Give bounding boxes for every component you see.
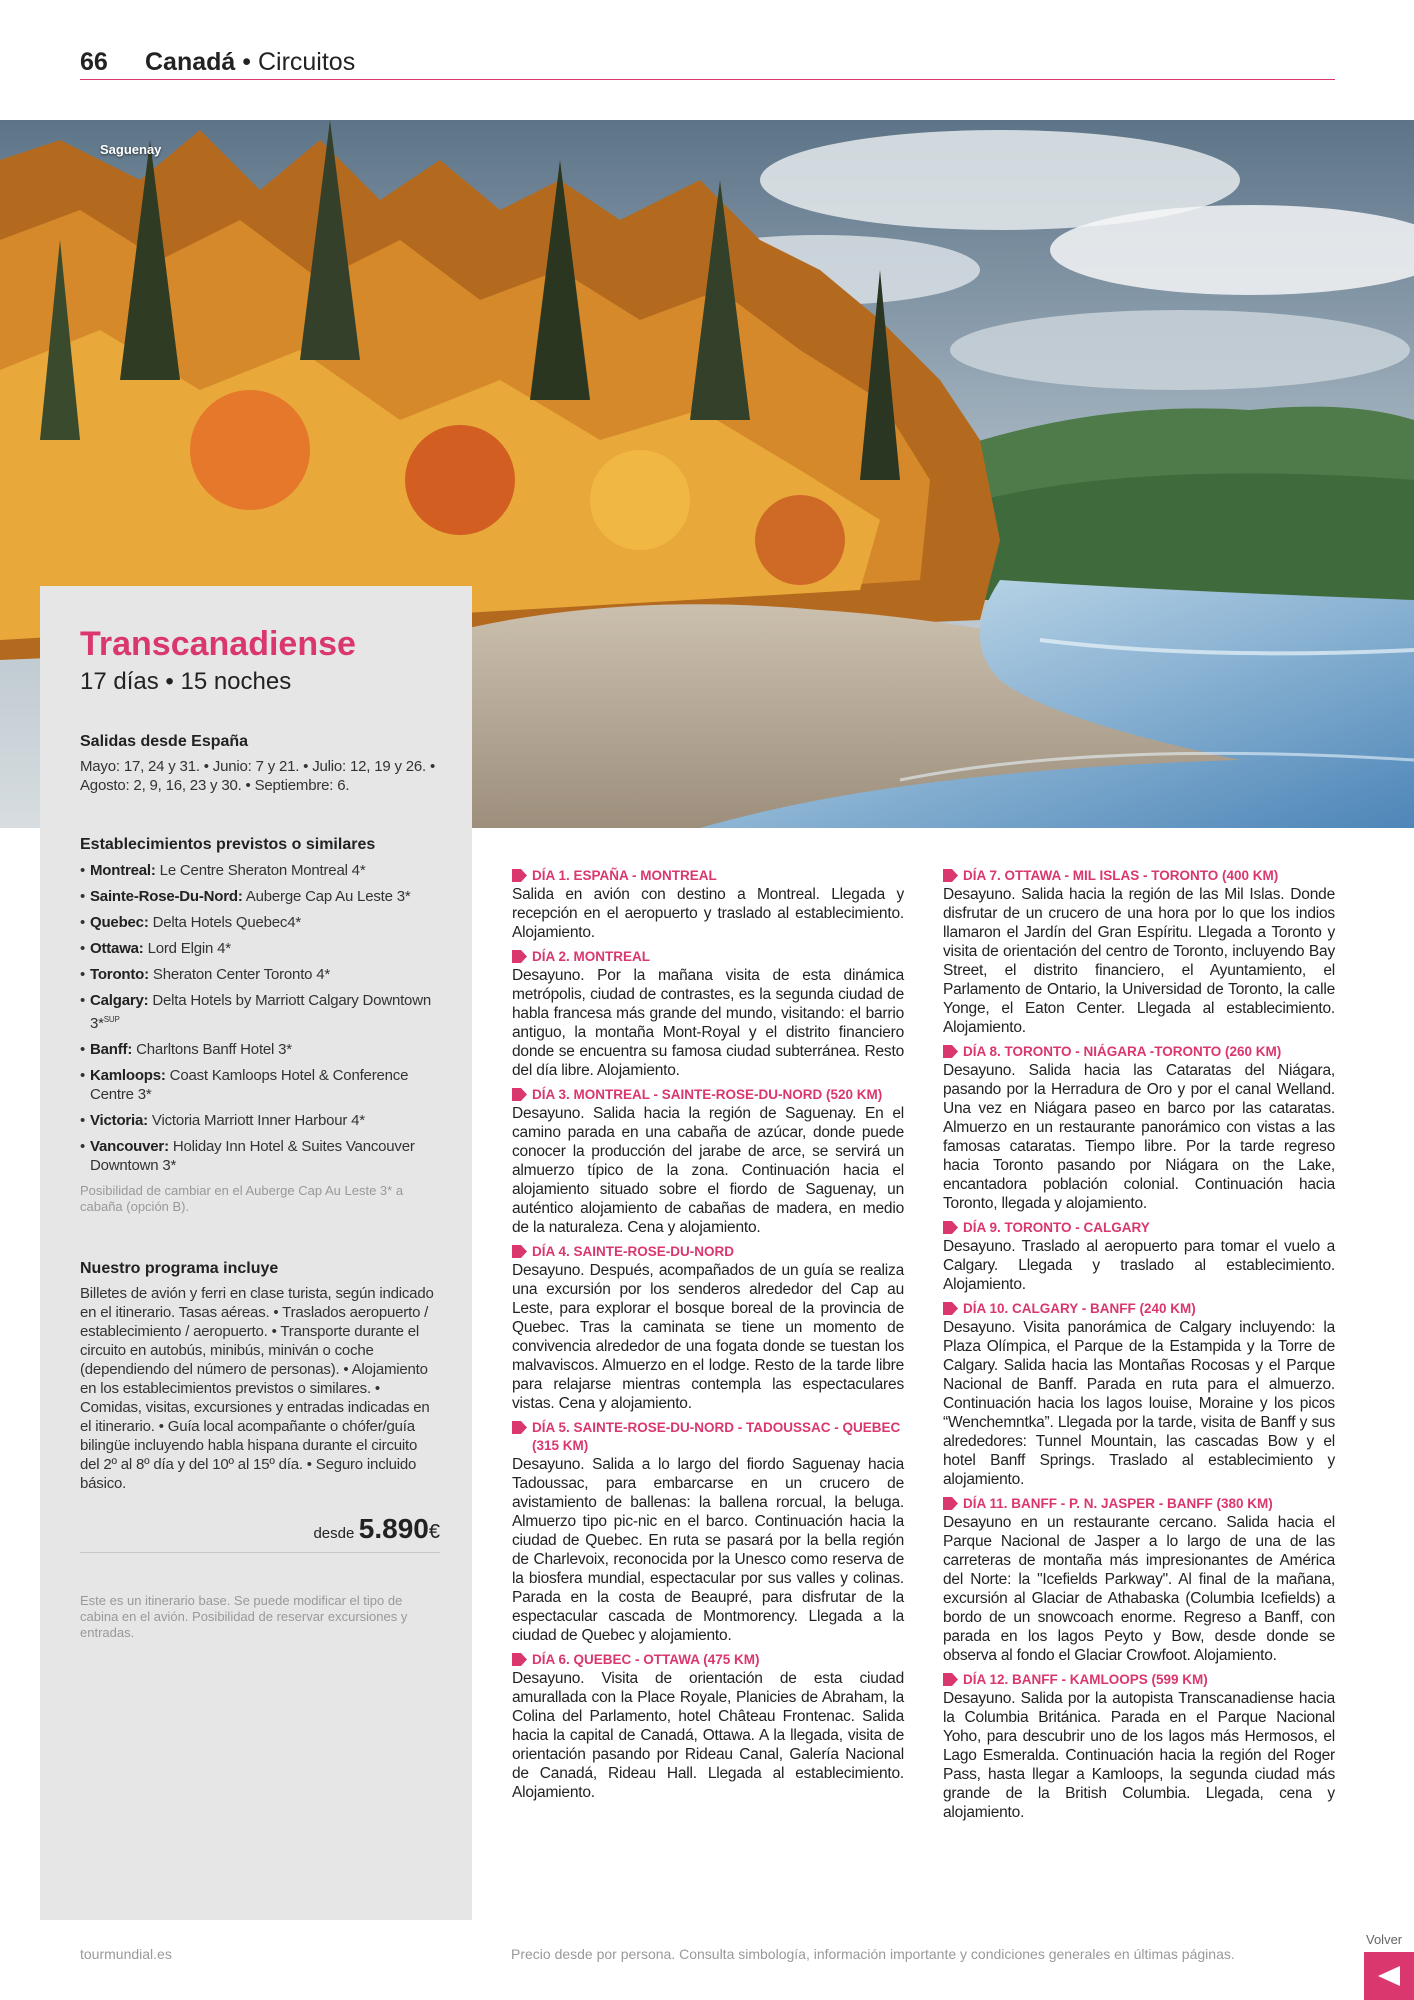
price-prefix: desde	[313, 1525, 355, 1542]
day-entry	[943, 867, 1335, 1037]
day-title: DÍA 9. TORONTO - CALGARY	[963, 1220, 1150, 1235]
hotels-note: Posibilidad de cambiar en el Auberge Cap Au Leste 3* a cabaña (opción B).	[80, 1183, 404, 1214]
back-label[interactable]: Volver	[1366, 1932, 1403, 1947]
hotel-city: Vancouver:	[90, 1138, 169, 1155]
hotel-city: Quebec:	[90, 914, 149, 931]
day-heading	[943, 1219, 1335, 1237]
section-name: Canadá	[145, 48, 236, 76]
hotel-city: Sainte-Rose-Du-Nord:	[90, 888, 243, 905]
itinerary-column-1	[512, 867, 904, 1808]
hotel-item	[80, 991, 440, 1033]
hotels-heading: Establecimientos previstos o similares	[80, 836, 376, 853]
day-heading	[512, 867, 904, 885]
day-heading	[512, 1419, 904, 1455]
day-text: Desayuno. Por la mañana visita de esta dinámica metrópolis, ciudad de contrastes, es la segunda ciudad de habla francesa más grande del mundo, visitando: el barrio antiguo, la montaña Mont-Royal y el distrito financiero donde se encuentra su famosa ciudad subterránea. Resto del día libre. Alojamiento.	[512, 967, 904, 1079]
price-currency: €	[428, 1521, 440, 1543]
hotel-city: Toronto:	[90, 966, 149, 983]
arrow-bullet-icon	[512, 950, 527, 963]
sidebar-content	[80, 624, 440, 1641]
base-itinerary-note: Este es un itinerario base. Se puede modificar el tipo de cabina en el avión. Posibilidad de reservar excursiones y entradas.	[80, 1593, 408, 1640]
day-entry	[943, 1043, 1335, 1213]
arrow-bullet-icon	[943, 1302, 958, 1315]
day-title: DÍA 12. BANFF - KAMLOOPS (599 KM)	[963, 1672, 1208, 1687]
arrow-bullet-icon	[943, 1221, 958, 1234]
page-number: 66	[80, 48, 108, 76]
program-heading: Nuestro programa incluye	[80, 1260, 279, 1277]
hotel-name: Sheraton Center Toronto 4*	[148, 966, 331, 983]
day-heading	[943, 1300, 1335, 1318]
arrow-bullet-icon	[512, 1421, 527, 1434]
day-heading	[512, 1243, 904, 1261]
hotel-city: Kamloops:	[90, 1067, 166, 1084]
arrow-bullet-icon	[512, 1088, 527, 1101]
hotel-name: Charltons Banff Hotel 3*	[132, 1041, 292, 1058]
day-title: DÍA 10. CALGARY - BANFF (240 KM)	[963, 1301, 1196, 1316]
hotel-name: Delta Hotels Quebec4*	[148, 914, 301, 931]
arrow-bullet-icon	[512, 1653, 527, 1666]
hotel-item	[80, 1137, 440, 1175]
page-header	[80, 46, 1335, 80]
day-entry	[512, 1419, 904, 1645]
day-text: Desayuno. Salida hacia la región de Saguenay. En el camino parada en una cabaña de azúcar, donde puede conocer la producción del jarabe de arce, se servirá un almuerzo típico de la zona. Continuación hacia el alojamiento situado sobre el fiordo de Saguenay, un auténtico alojamiento de cabañas de madera, en medio de la naturaleza. Cena y alojamiento.	[512, 1105, 904, 1236]
day-title: DÍA 7. OTTAWA - MIL ISLAS - TORONTO (400 KM)	[963, 868, 1279, 883]
day-text: Desayuno. Salida hacia la región de las Mil Islas. Donde disfrutar de un crucero de una hora por lo que los indios llamaron el Jardín del Gran Espíritu. Llegada a Toronto y visita de orientación del centro de Toronto, incluyendo Bay Street, el distrito financiero, el Ayuntamiento, el Parlamento de Ontario, la Universidad de Toronto, la calle Yonge, el Eaton Center. Llegada al establecimiento. Alojamiento.	[943, 886, 1335, 1036]
hotel-name: Auberge Cap Au Leste 3*	[242, 888, 411, 905]
day-title: DÍA 2. MONTREAL	[532, 949, 650, 964]
day-entry	[943, 1300, 1335, 1489]
hotel-city: Banff:	[90, 1041, 133, 1058]
tour-duration: 17 días • 15 noches	[80, 668, 292, 695]
hotel-item	[80, 1040, 440, 1059]
day-heading	[943, 1495, 1335, 1513]
day-entry	[512, 1651, 904, 1802]
arrow-bullet-icon	[512, 869, 527, 882]
hotel-item	[80, 939, 440, 958]
hotel-city: Ottawa:	[90, 940, 144, 957]
subsection-name: Circuitos	[257, 48, 356, 76]
day-text: Salida en avión con destino a Montreal. Llegada y recepción en el aeropuerto y traslado al establecimiento. Alojamiento.	[512, 886, 904, 941]
day-heading	[512, 948, 904, 966]
day-title: DÍA 4. SAINTE-ROSE-DU-NORD	[532, 1244, 735, 1259]
program-text: Billetes de avión y ferri en clase turista, según indicado en el itinerario. Tasas aéreas. • Traslados aeropuerto / establecimiento / aeropuerto. • Transporte durante el circuito en autobús, minibús, miniván o coche (dependiendo del número de personas). • Alojamiento en los establecimientos previstos o similares. • Comidas, visitas, excursiones y entradas indicadas en el itinerario. • Guía local acompañante o chófer/guía bilingüe incluyendo habla hispana durante el circuito del 2º al 8º día y del 10º al 15º día. • Seguro incluido básico.	[80, 1285, 434, 1492]
departures-text: Mayo: 17, 24 y 31. • Junio: 7 y 21. • Julio: 12, 19 y 26. • Agosto: 2, 9, 16, 23 y 30. • Septiembre: 6.	[80, 758, 435, 794]
day-heading	[943, 1043, 1335, 1061]
arrow-bullet-icon	[943, 1497, 958, 1510]
day-text: Desayuno. Después, acompañados de un guía se realiza una excursión por los senderos alrededor del Cap au Leste, para explorar el bosque boreal de la provincia de Quebec. Tras la caminata se tiene un momento de convivencia alrededor de una fogata donde se tuestan los malvaviscos. Almuerzo en el lodge. Resto de la tarde libre para relajarse mientras contempla las espectaculares vistas. Cena y alojamiento.	[512, 1262, 904, 1412]
day-title: DÍA 3. MONTREAL - SAINTE-ROSE-DU-NORD (520 KM)	[532, 1087, 883, 1102]
day-text: Desayuno. Visita panorámica de Calgary incluyendo: la Plaza Olímpica, el Parque de la Estampida y la Torre de Calgary. Salida hacia las Montañas Rocosas y el Parque Nacional de Banff. Parada en ruta para el almuerzo. Continuación hacia los lagos louise, Moraine y los picos “Wenchemntka”. Llegada por la tarde, visita de Banff y sus alrededores: Tunnel Mountain, las cascadas Bow y el hotel Banff Springs. Traslado al establecimiento y alojamiento.	[943, 1319, 1335, 1488]
day-entry	[943, 1495, 1335, 1665]
day-title: DÍA 1. ESPAÑA - MONTREAL	[532, 868, 717, 883]
day-entry	[512, 948, 904, 1080]
hotel-city: Montreal:	[90, 862, 156, 879]
day-entry	[512, 867, 904, 942]
arrow-bullet-icon	[943, 1673, 958, 1686]
page-section-title	[145, 48, 355, 77]
hotel-city: Victoria:	[90, 1112, 148, 1129]
hotel-name: Delta Hotels by Marriott Calgary Downtown 3*	[90, 992, 431, 1032]
day-heading	[512, 1086, 904, 1104]
hotel-name: Le Centre Sheraton Montreal 4*	[155, 862, 366, 879]
tour-title: Transcanadiense	[80, 625, 356, 663]
footer-website[interactable]: tourmundial.es	[80, 1946, 172, 1962]
itinerary-column-2	[943, 867, 1335, 1828]
day-entry	[512, 1086, 904, 1237]
hotel-city: Calgary:	[90, 992, 149, 1009]
arrow-bullet-icon	[943, 1045, 958, 1058]
hotel-name: Lord Elgin 4*	[143, 940, 231, 957]
hotels-list	[80, 861, 440, 1175]
arrow-bullet-icon	[943, 869, 958, 882]
sidebar	[40, 586, 472, 1920]
hotel-category-sup: SUP	[103, 1015, 120, 1024]
day-heading	[943, 1671, 1335, 1689]
hotel-item	[80, 913, 440, 932]
section-separator: •	[235, 48, 258, 76]
arrow-bullet-icon	[512, 1245, 527, 1258]
day-heading	[943, 867, 1335, 885]
day-text: Desayuno. Salida hacia las Cataratas del Niágara, pasando por la Herradura de Oro y por el canal Welland. Una vez en Niágara paseo en barco por las cataratas. Almuerzo en un restaurante panorámico con vistas a las famosas cataratas. Tiempo libre. Por la tarde regreso hacia Toronto pasando por Niágara on the Lake, encantadora población colonial. Continuación hacia Toronto, llegada y alojamiento.	[943, 1062, 1335, 1212]
day-title: DÍA 6. QUEBEC - OTTAWA (475 KM)	[532, 1652, 760, 1667]
departures-heading: Salidas desde España	[80, 733, 249, 750]
price-row	[80, 1513, 440, 1553]
hotel-name: Victoria Marriott Inner Harbour 4*	[147, 1112, 365, 1129]
day-entry	[943, 1671, 1335, 1822]
day-text: Desayuno. Salida a lo largo del fiordo Saguenay hacia Tadoussac, para embarcarse en un crucero de avistamiento de ballenas: la ballena rorcual, la beluga. Almuerzo tipo pic-nic en el barco. Continuación hacia la ciudad de Quebec. En ruta se pasará por la bella región de Charlevoix, reconocida por la Unesco como reserva de la biosfera mundial, espectacular por sus valles y colinas. Parada en la costa de Beaupré, para disfrutar de la espectacular cascada de Montmorency. Llegada a la ciudad de Quebec y alojamiento.	[512, 1456, 904, 1644]
price-amount: 5.890	[358, 1513, 429, 1544]
day-entry	[512, 1243, 904, 1413]
day-title: DÍA 8. TORONTO - NIÁGARA -TORONTO (260 KM)	[963, 1044, 1282, 1059]
hotel-item	[80, 1111, 440, 1130]
day-heading	[512, 1651, 904, 1669]
day-title: DÍA 5. SAINTE-ROSE-DU-NORD - TADOUSSAC - QUEBEC (315 KM)	[532, 1420, 901, 1453]
hotel-item	[80, 965, 440, 984]
day-text: Desayuno. Traslado al aeropuerto para tomar el vuelo a Calgary. Llegada y traslado al establecimiento. Alojamiento.	[943, 1238, 1335, 1293]
hotel-item	[80, 1066, 440, 1104]
photo-caption: Saguenay	[100, 142, 162, 157]
hotel-item	[80, 887, 440, 906]
back-arrow-icon	[1376, 1964, 1402, 1988]
day-text: Desayuno. Salida por la autopista Transcanadiense hacia la Columbia Británica. Parada en el Parque Nacional Yoho, para descubrir uno de los lagos más Hermosos, el Lago Esmeralda. Continuación hacia la región del Roger Pass, hasta llegar a Kamloops, la segunda ciudad más grande de la British Columbia. Llegada, cena y alojamiento.	[943, 1690, 1335, 1821]
hotel-name: Holiday Inn Hotel & Suites Vancouver Downtown 3*	[90, 1138, 415, 1174]
back-button[interactable]	[1364, 1952, 1414, 2000]
hotel-item	[80, 861, 440, 880]
hotel-name: Coast Kamloops Hotel & Conference Centre 3*	[90, 1067, 409, 1103]
footer-disclaimer: Precio desde por persona. Consulta simbología, información importante y condiciones generales en últimas páginas.	[511, 1946, 1235, 1962]
day-entry	[943, 1219, 1335, 1294]
day-text: Desayuno. Visita de orientación de esta ciudad amurallada con la Place Royale, Planicies de Abraham, la Colina del Parlamento, hotel Château Frontenac. Salida hacia la capital de Canadá, Ottawa. A la llegada, visita de orientación pasando por Rideau Canal, Galería Nacional de Canadá, Rideau Hall. Llegada al establecimiento. Alojamiento.	[512, 1670, 904, 1801]
day-text: Desayuno en un restaurante cercano. Salida hacia el Parque Nacional de Jasper a lo largo de una de las carreteras de montaña más impresionantes de América del Norte: la "Icefields Parkway". Al final de la mañana, excursión al Glaciar de Athabaska (Columbia Icefields) a bordo de un snowcoach enorme. Regreso a Banff, con parada en los lagos Peyto y Bow, desde donde se observa al fondo el Glaciar Crowfoot. Alojamiento.	[943, 1514, 1335, 1664]
day-title: DÍA 11. BANFF - P. N. JASPER - BANFF (380 KM)	[963, 1496, 1273, 1511]
